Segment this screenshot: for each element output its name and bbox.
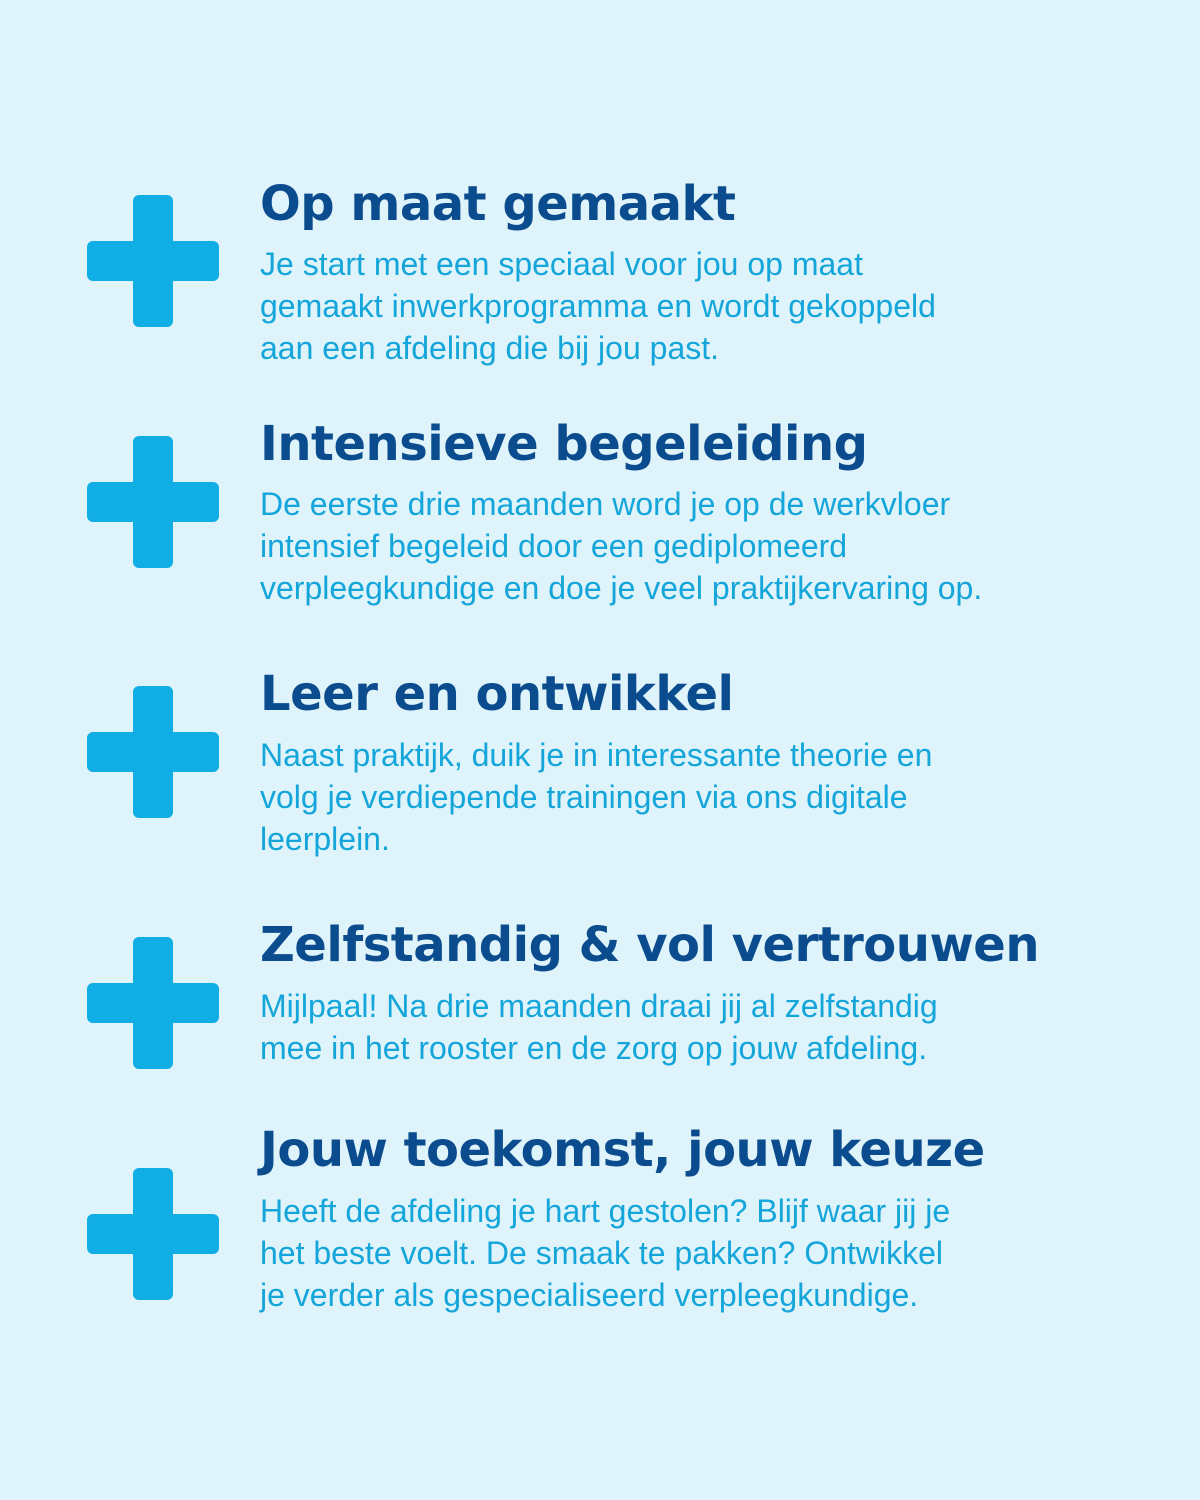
plus-icon <box>87 686 219 818</box>
description-line: mee in het rooster en de zorg op jouw afdeling. <box>260 1030 928 1066</box>
benefit-title: Zelfstandig & vol vertrouwen <box>260 917 1040 973</box>
benefit-description <box>260 734 1080 860</box>
benefit-description <box>260 985 1080 1069</box>
description-line: het beste voelt. De smaak te pakken? Ontwikkel <box>260 1235 944 1271</box>
benefit-description <box>260 483 1080 609</box>
benefit-description <box>260 243 1080 369</box>
plus-icon <box>87 937 219 1069</box>
benefit-title: Op maat gemaakt <box>260 176 736 232</box>
benefit-description <box>260 1190 1080 1316</box>
description-line: aan een afdeling die bij jou past. <box>260 330 720 366</box>
plus-icon <box>87 436 219 568</box>
benefit-title: Jouw toekomst, jouw keuze <box>260 1122 985 1178</box>
description-line: Naast praktijk, duik je in interessante theorie en <box>260 737 933 773</box>
description-line: Je start met een speciaal voor jou op maat <box>260 246 863 282</box>
description-line: je verder als gespecialiseerd verpleegkundige. <box>260 1277 919 1313</box>
plus-icon <box>87 1168 219 1300</box>
benefit-title: Leer en ontwikkel <box>260 666 734 722</box>
description-line: Heeft de afdeling je hart gestolen? Blijf waar jij je <box>260 1193 951 1229</box>
description-line: leerplein. <box>260 821 390 857</box>
description-line: gemaakt inwerkprogramma en wordt gekoppeld <box>260 288 936 324</box>
description-line: De eerste drie maanden word je op de werkvloer <box>260 486 951 522</box>
description-line: volg je verdiepende trainingen via ons digitale <box>260 779 908 815</box>
description-line: Mijlpaal! Na drie maanden draai jij al zelfstandig <box>260 988 938 1024</box>
benefit-title: Intensieve begeleiding <box>260 416 868 472</box>
plus-icon <box>87 195 219 327</box>
description-line: intensief begeleid door een gediplomeerd <box>260 528 848 564</box>
description-line: verpleegkundige en doe je veel praktijkervaring op. <box>260 570 983 606</box>
